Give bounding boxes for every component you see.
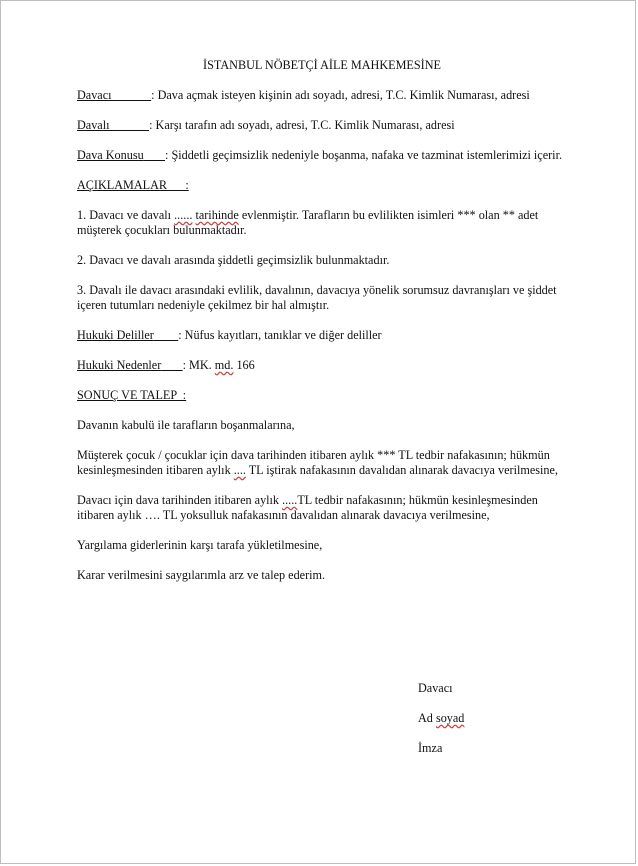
field-davaci: Davacı : Dava açmak isteyen kişinin adı soyadı, adresi, T.C. Kimlik Numarası, adresi — [77, 88, 530, 102]
aciklamalar-heading: AÇIKLAMALAR : — [77, 178, 189, 192]
field-dava-konusu: Dava Konusu : Şiddetli geçimsizlik nedeniyle boşanma, nafaka ve tazminat istemlerimizi içerir. — [77, 148, 562, 162]
hukuki-nedenler: Hukuki Nedenler : MK. md. 166 — [77, 358, 255, 372]
field-label: Hukuki Deliller — [77, 328, 154, 342]
field-value: Şiddetli geçimsizlik nedeniyle boşanma, nafaka ve tazminat istemlerimizi içerir. — [168, 148, 562, 162]
talep-3: Davacı için dava tarihinden itibaren aylık .....TL tedbir nafakasının; hükmün kesinleşmesinden itibaren aylık …. TL yoksulluk nafakasının davalıdan alınarak davacıya verilmesine, — [77, 493, 538, 522]
aciklama-paragraph-2: 2. Davacı ve davalı arasında şiddetli geçimsizlik bulunmaktadır. — [77, 253, 390, 267]
field-label: Hukuki Nedenler — [77, 358, 162, 372]
talep-2: Müşterek çocuk / çocuklar için dava tarihinden itibaren aylık *** TL tedbir nafakasının; hükmün kesinleşmesinden itibaren aylık .... TL iştirak nafakasının davalıdan alınarak davacıya verilmesine, — [77, 448, 558, 477]
field-value: Dava açmak isteyen kişinin adı soyadı, adresi, T.C. Kimlik Numarası, adresi — [154, 88, 530, 102]
field-label: Davacı — [77, 88, 112, 102]
sonuc-heading: SONUÇ VE TALEP : — [77, 388, 187, 402]
field-davali: Davalı : Karşı tarafın adı soyadı, adresi, T.C. Kimlik Numarası, adresi — [77, 118, 455, 132]
signature-block — [418, 681, 464, 771]
hukuki-deliller: Hukuki Deliller : Nüfus kayıtları, tanıklar ve diğer deliller — [77, 328, 382, 342]
court-title: İSTANBUL NÖBETÇİ AİLE MAHKEMESİNE — [203, 58, 441, 72]
document-body — [77, 58, 567, 583]
talep-1: Davanın kabulü ile tarafların boşanmalarına, — [77, 418, 295, 432]
field-label: Dava Konusu — [77, 148, 144, 162]
signature-davaci: Davacı — [418, 681, 453, 695]
field-label: Davalı — [77, 118, 110, 132]
aciklama-paragraph-3: 3. Davalı ile davacı arasındaki evlilik, davalının, davacıya yönelik sorumsuz davranışları ve şiddet içeren tutumları nedeniyle çekilmez bir hal almıştır. — [77, 283, 557, 312]
talep-4: Yargılama giderlerinin karşı tarafa yükletilmesine, — [77, 538, 323, 552]
talep-5: Karar verilmesini saygılarımla arz ve talep ederim. — [77, 568, 326, 582]
signature-imza: İmza — [418, 741, 443, 755]
field-value: Karşı tarafın adı soyadı, adresi, T.C. Kimlik Numarası, adresi — [152, 118, 455, 132]
date-placeholder: ...... — [174, 208, 193, 222]
aciklama-paragraph-1: 1. Davacı ve davalı ...... tarihinde evlenmiştir. Tarafların bu evlilikten isimleri *** olan ** adet müşterek çocukları bulunmaktadır. — [77, 208, 539, 237]
signature-name: Ad soyad — [418, 711, 465, 725]
